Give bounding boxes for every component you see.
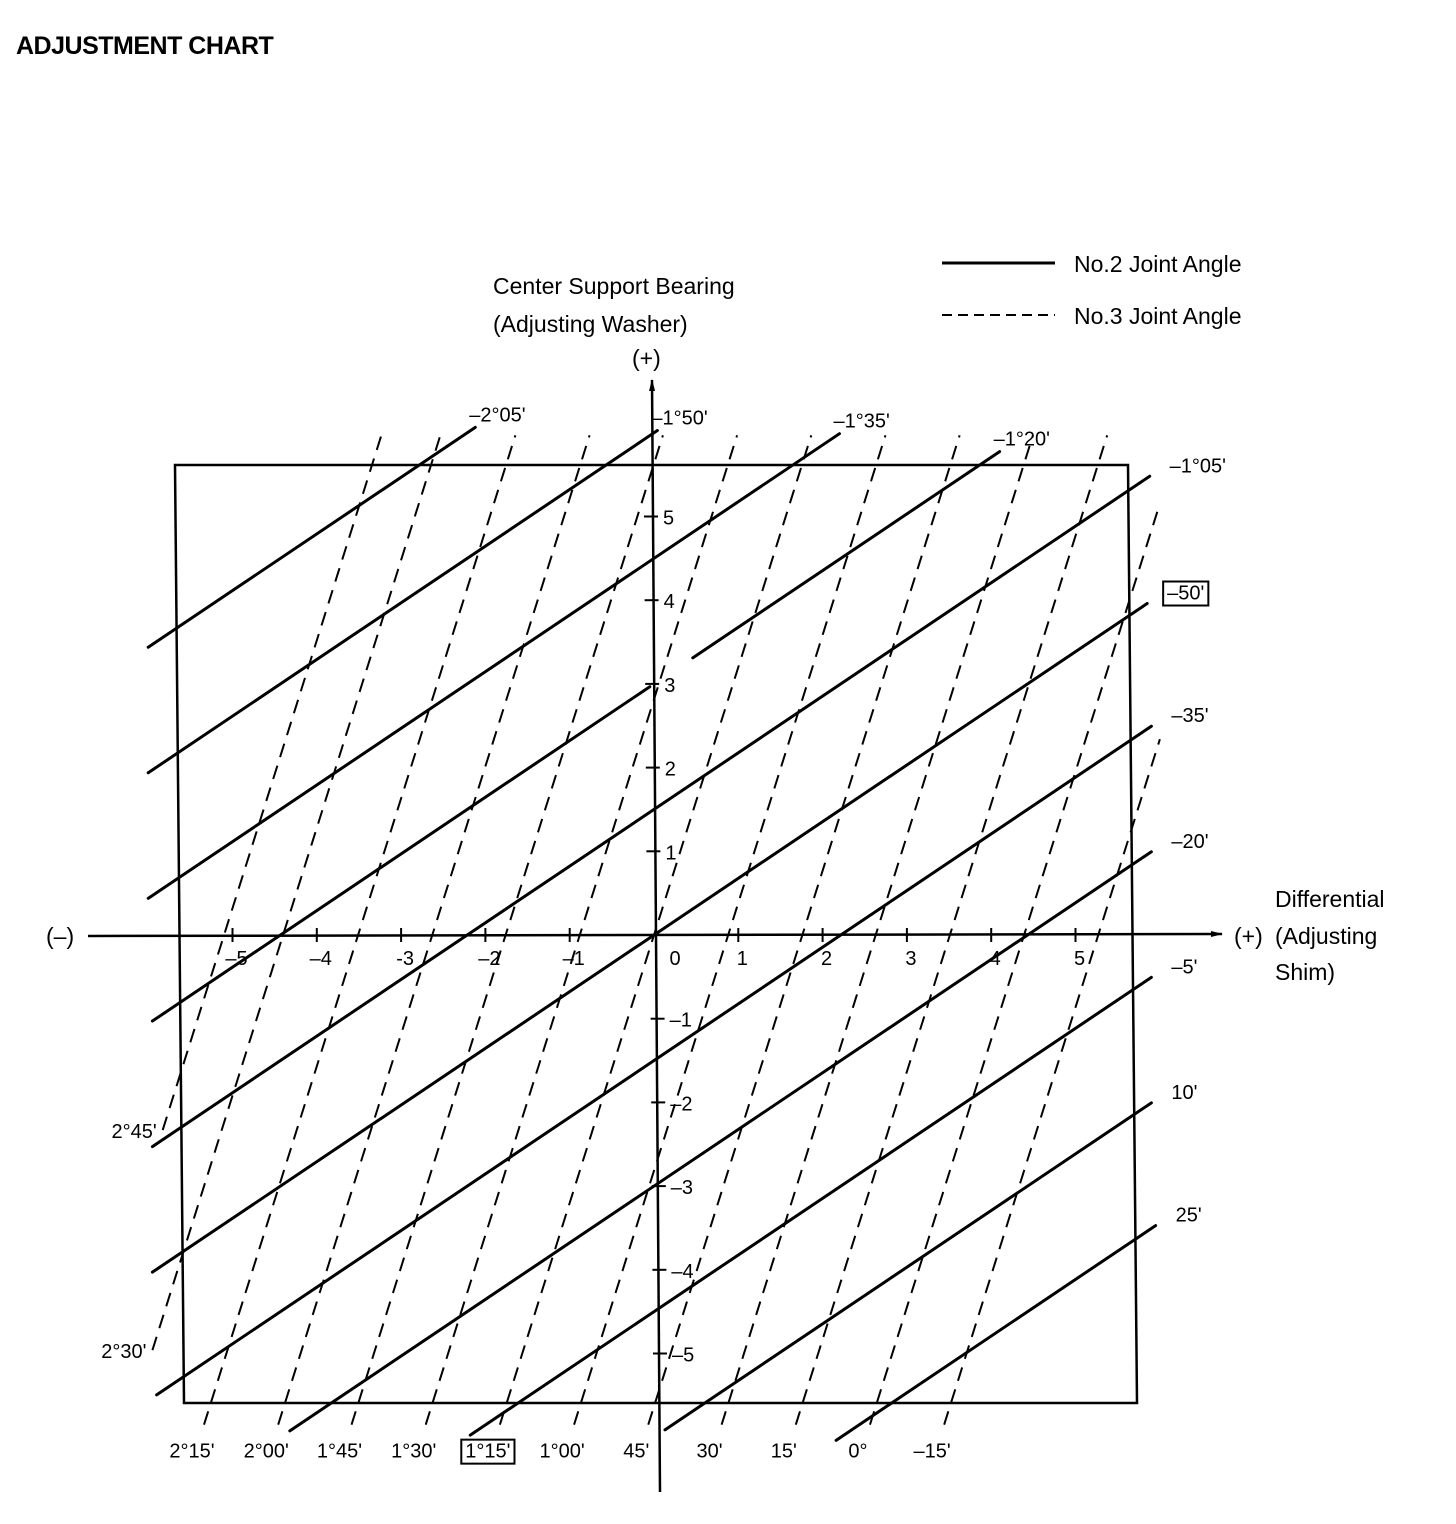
y-axis-positive-sign: (+) [632,345,661,371]
y-axis-title-line1: Center Support Bearing [493,273,735,299]
no3-joint-angle-line [574,435,885,1424]
no3-line-label: 2°00' [243,1440,289,1463]
no2-line-label: –1°20' [993,428,1050,451]
no2-line-label: –1°35' [833,410,890,433]
x-tick-label: 4 [989,948,1001,970]
x-tick-label: –5 [225,948,248,970]
x-axis-title-line1: Differential [1275,886,1385,912]
x-tick-label: 1 [736,948,748,970]
no3-joint-angle-line [722,435,1033,1424]
no3-line-label: –15' [913,1440,951,1463]
no2-joint-angle-line [148,434,839,899]
chart-title: ADJUSTMENT CHART [16,32,274,60]
x-axis-title-line2: (Adjusting [1275,923,1378,949]
no2-joint-angle-line [148,427,475,647]
no2-joint-angle-line [693,452,1000,658]
legend-label-no3: No.3 Joint Angle [1074,303,1242,329]
y-tick-label: –3 [670,1177,694,1200]
no2-joint-angle-line [148,431,657,773]
no3-joint-angle-line [204,435,515,1424]
y-tick-label: 1 [665,842,677,865]
x-tick-label: -3 [396,948,414,970]
no3-line-label: 1°00' [539,1440,585,1463]
no2-line-label: –50' [1167,582,1205,605]
no3-joint-angle-line [152,435,440,1350]
no2-line-label: –1°05' [1169,455,1226,478]
no2-joint-angle-line [152,604,1147,1273]
x-tick-label: 2 [821,948,833,970]
no2-line-label: 25' [1175,1204,1202,1227]
no2-line-label: –5' [1171,956,1198,979]
x-axis-negative-sign: (–) [46,923,75,949]
y-axis-title-line2: (Adjusting Washer) [493,311,688,337]
x-axis-title-line3: Shim) [1275,959,1336,985]
no2-joint-angle-line [152,687,649,1021]
y-tick-label: 2 [664,758,676,781]
no2-line-label: –1°50' [651,407,708,430]
no3-line-label: 45' [623,1440,650,1463]
no3-line-label: 1°45' [316,1440,363,1463]
x-tick-label: 3 [905,948,917,970]
no2-joint-angle-line [470,977,1151,1435]
x-tick-label: 0 [669,948,681,970]
no3-line-label: 30' [696,1440,723,1463]
y-tick-label: 4 [663,591,675,614]
no2-line-label: –35' [1171,705,1209,728]
no3-joint-angle-line [352,435,663,1424]
legend [942,251,1242,329]
no3-joint-angle-line [796,435,1107,1424]
y-tick-label: –4 [671,1260,694,1283]
x-tick-label: 5 [1073,948,1086,970]
x-tick-label: –1 [562,948,585,970]
no3-joint-angle-line [163,435,382,1130]
x-tick-label: –2 [478,948,501,970]
no3-line-label: 15' [770,1440,797,1463]
no3-line-label: 1°15' [465,1440,511,1463]
no2-joint-angle-line [665,1103,1151,1430]
legend-label-no2: No.2 Joint Angle [1074,251,1242,277]
y-tick-label: –1 [669,1009,692,1032]
no3-line-label: 1°30' [391,1440,437,1463]
no2-line-label: –20' [1171,830,1209,853]
y-tick-label: 3 [664,674,676,697]
no3-joint-angle-line [278,435,589,1424]
no3-line-label: 0° [848,1440,868,1463]
y-tick-label: –2 [670,1093,693,1116]
no3-line-label: 2°45' [111,1121,157,1144]
x-axis-positive-sign: (+) [1234,923,1263,949]
y-tick-label: –5 [672,1344,695,1367]
no3-line-label: 2°30' [101,1341,147,1364]
x-tick-label: –4 [309,948,332,970]
no3-line-label: 2°15' [169,1440,215,1463]
no2-line-label: –2°05' [469,404,526,427]
y-tick-label: 5 [662,507,675,530]
no2-line-label: 10' [1171,1081,1198,1104]
no2-joint-angle-line [152,476,1149,1146]
